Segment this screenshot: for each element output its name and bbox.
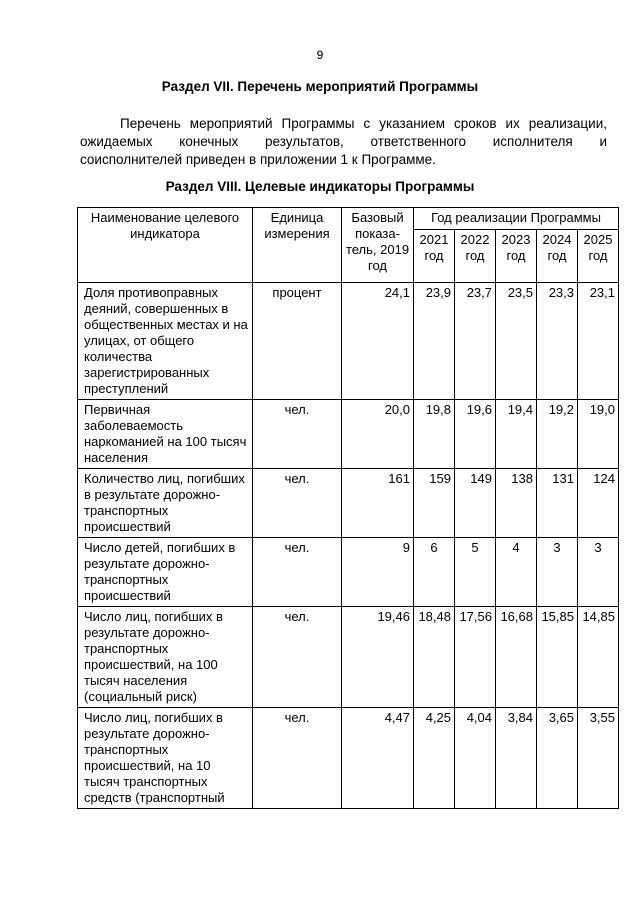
year-value: 19,2 [537, 400, 578, 469]
year-value: 19,6 [455, 400, 496, 469]
base-value: 9 [342, 538, 414, 607]
page-number: 9 [316, 48, 324, 62]
base-value: 24,1 [342, 283, 414, 400]
indicator-unit: чел. [253, 538, 342, 607]
year-value: 19,8 [414, 400, 455, 469]
indicators-table [77, 207, 619, 809]
paragraph-line: ожидаемых конечных результатов, ответственного исполнителя и [80, 134, 607, 149]
year-value: 131 [537, 469, 578, 538]
header-name: Наименование целевого индикатора [78, 208, 253, 283]
table-row [78, 400, 619, 469]
year-value: 5 [455, 538, 496, 607]
indicator-unit: чел. [253, 708, 342, 809]
year-value: 17,56 [455, 607, 496, 708]
section-7-paragraph [80, 115, 607, 169]
year-value: 6 [414, 538, 455, 607]
year-value: 19,0 [578, 400, 619, 469]
section-8-title: Раздел VIII. Целевые индикаторы Программы [165, 179, 475, 194]
year-value: 124 [578, 469, 619, 538]
header-year: 2021 год [414, 230, 455, 283]
header-years-group: Год реализации Программы [414, 208, 619, 230]
table-row [78, 538, 619, 607]
year-value: 19,4 [496, 400, 537, 469]
year-value: 138 [496, 469, 537, 538]
year-value: 14,85 [578, 607, 619, 708]
year-value: 15,85 [537, 607, 578, 708]
header-unit: Единица измерения [253, 208, 342, 283]
base-value: 20,0 [342, 400, 414, 469]
paragraph-line: соисполнителей приведен в приложении 1 к Программе. [80, 152, 436, 167]
indicator-unit: чел. [253, 607, 342, 708]
year-value: 3,65 [537, 708, 578, 809]
year-value: 3,55 [578, 708, 619, 809]
indicator-name: Количество лиц, погибших в результате дорожно-транспортных происшествий [78, 469, 253, 538]
year-value: 23,3 [537, 283, 578, 400]
indicator-name: Доля противоправных деяний, совершенных в общественных местах и на улицах, от общего количества зарегистрированных преступлений [78, 283, 253, 400]
indicator-name: Число лиц, погибших в результате дорожно-транспортных происшествий, на 100 тысяч населения (социальный риск) [78, 607, 253, 708]
year-value: 23,1 [578, 283, 619, 400]
header-year: 2022 год [455, 230, 496, 283]
year-value: 23,7 [455, 283, 496, 400]
table-row [78, 607, 619, 708]
base-value: 4,47 [342, 708, 414, 809]
year-value: 149 [455, 469, 496, 538]
paragraph-line: Перечень мероприятий Программы с указанием сроков их реализации, [120, 116, 607, 131]
year-value: 4,04 [455, 708, 496, 809]
year-value: 23,5 [496, 283, 537, 400]
base-value: 161 [342, 469, 414, 538]
indicator-name: Число лиц, погибших в результате дорожно-транспортных происшествий, на 10 тысяч транспортных средств (транспортный [78, 708, 253, 809]
indicator-unit: чел. [253, 469, 342, 538]
header-year: 2024 год [537, 230, 578, 283]
year-value: 18,48 [414, 607, 455, 708]
base-value: 19,46 [342, 607, 414, 708]
year-value: 3 [578, 538, 619, 607]
year-value: 159 [414, 469, 455, 538]
table-row [78, 283, 619, 400]
year-value: 3 [537, 538, 578, 607]
year-value: 3,84 [496, 708, 537, 809]
indicator-name: Число детей, погибших в результате дорожно-транспортных происшествий [78, 538, 253, 607]
header-base: Базовый показа-тель, 2019 год [342, 208, 414, 283]
indicator-unit: чел. [253, 400, 342, 469]
table-row [78, 469, 619, 538]
indicator-name: Первичная заболеваемость наркоманией на 100 тысяч населения [78, 400, 253, 469]
header-year: 2025 год [578, 230, 619, 283]
year-value: 23,9 [414, 283, 455, 400]
year-value: 16,68 [496, 607, 537, 708]
indicator-unit: процент [253, 283, 342, 400]
header-year: 2023 год [496, 230, 537, 283]
year-value: 4 [496, 538, 537, 607]
section-7-title: Раздел VII. Перечень мероприятий Программы [161, 79, 479, 94]
year-value: 4,25 [414, 708, 455, 809]
table-row [78, 708, 619, 809]
